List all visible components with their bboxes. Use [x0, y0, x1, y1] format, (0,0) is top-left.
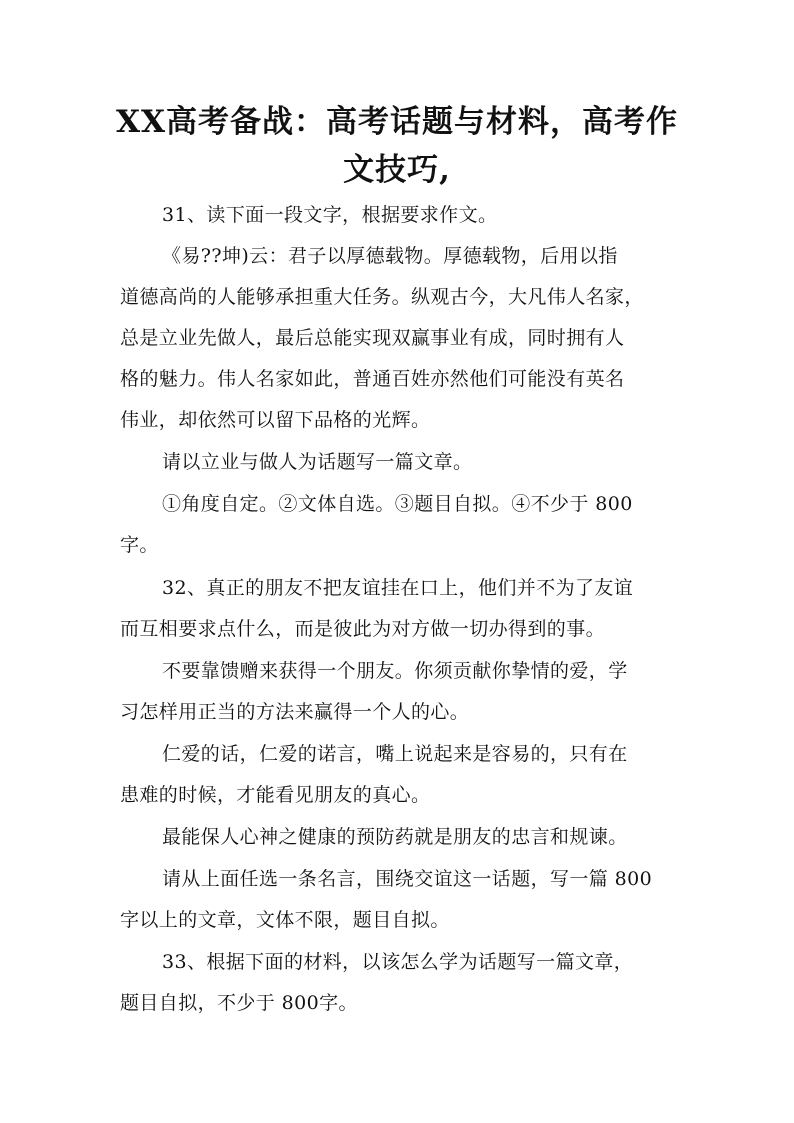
body-line-12: 不要靠馈赠来获得一个朋友。你须贡献你挚情的爱，学 [162, 660, 628, 682]
body-line-1: 31、读下面一段文字，根据要求作文。 [162, 204, 498, 226]
body-line-2: 《易??坤)云：君子以厚德载物。厚德载物，后用以指 [162, 245, 618, 267]
body-line-14: 仁爱的话，仁爱的诺言，嘴上说起来是容易的，只有在 [162, 743, 628, 765]
body-line-4: 总是立业先做人，最后总能实现双赢事业有成，同时拥有人 [120, 327, 625, 349]
body-line-8: ①角度自定。②文体自选。③题目自拟。④不少于 800 [162, 493, 633, 515]
body-line-3: 道德高尚的人能够承担重大任务。纵观古今，大凡伟人名家， [120, 286, 644, 308]
body-line-7: 请以立业与做人为话题写一篇文章。 [162, 451, 473, 473]
body-line-6: 伟业，却依然可以留下品格的光辉。 [120, 409, 431, 431]
body-line-15: 患难的时候，才能看见朋友的真心。 [120, 784, 431, 806]
body-line-18: 字以上的文章，文体不限，题目自拟。 [120, 909, 450, 931]
body-line-16: 最能保人心神之健康的预防药就是朋友的忠言和规谏。 [162, 826, 628, 848]
body-line-11: 而互相要求点什么，而是彼此为对方做一切办得到的事。 [120, 618, 606, 640]
body-line-5: 格的魅力。伟人名家如此，普通百姓亦然他们可能没有英名 [120, 368, 625, 390]
title-line-1: XX高考备战：高考话题与材料，高考作 [115, 104, 679, 140]
body-line-19: 33、根据下面的材料，以该怎么学为话题写一篇文章， [162, 951, 634, 973]
body-line-10: 32、真正的朋友不把友谊挂在口上，他们并不为了友谊 [162, 577, 634, 599]
body-line-9: 字。 [120, 534, 159, 556]
body-line-17: 请从上面任选一条名言，围绕交谊这一话题，写一篇 800 [162, 868, 653, 890]
body-line-20: 题目自拟，不少于 800字。 [120, 992, 358, 1014]
title-line-2: 文技巧, [343, 152, 451, 188]
body-line-13: 习怎样用正当的方法来赢得一个人的心。 [120, 701, 470, 723]
